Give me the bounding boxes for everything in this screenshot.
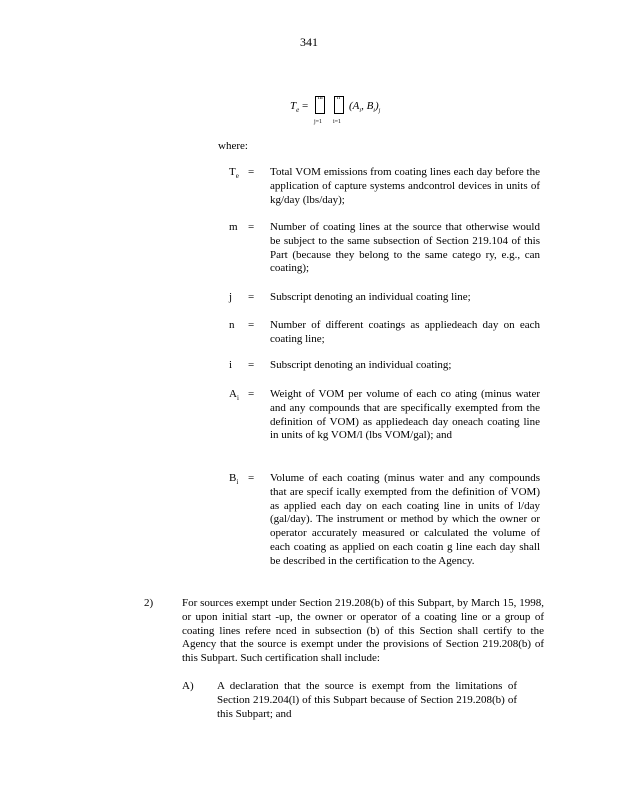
formula-rhs-a-sub: i	[359, 108, 362, 115]
definition-symbol-m: m	[229, 221, 238, 233]
item-2-number: 2)	[144, 597, 154, 609]
sigma2-glyph	[334, 96, 344, 114]
definition-equals: =	[248, 166, 255, 178]
item-2-text: For sources exempt under Section 219.208(b) of this Subpart, by March 15, 1998, or upon initial start -up, the owner or operator of a coating line or a group of coating lines refere nced in subsection (b) of this Section shall certify to the Agency that the source is exempt under the provisions of Section 219.208(b) of this Subpart. Such certification shall include:	[182, 597, 544, 665]
subitem-a-text: A declaration that the source is exempt from the limitations of Section 219.204(l) of this Subpart because of Section 219.208(b) of this Subpart; and	[217, 680, 517, 720]
definition-symbol-i: i	[229, 359, 233, 371]
definition-text-te: Total VOM emissions from coating lines each day before the application of capture systems andcontrol devices in units of kg/day (lbs/day);	[270, 166, 540, 206]
subitem-a-label: A)	[182, 680, 194, 692]
definition-symbol-te	[229, 166, 249, 184]
sigma1-top: m	[318, 95, 323, 101]
formula-rhs-close-sub: j	[378, 108, 381, 115]
definition-equals: =	[248, 472, 255, 484]
definition-symbol-bi	[229, 472, 249, 490]
definition-text-ai: Weight of VOM per volume of each co ating (minus water and any compounds that are specifically exempted from the definition of VOM) as appliedeach day oneach coating line in units of kg VOM/l (lbs VOM/gal); and	[270, 388, 540, 442]
definition-text-j: Subscript denoting an individual coating line;	[270, 291, 471, 303]
symbol-sub: i	[236, 478, 239, 487]
definition-text-i: Subscript denoting an individual coating;	[270, 359, 452, 371]
definition-symbol-j: j	[229, 291, 233, 303]
definition-equals: =	[248, 388, 255, 400]
definition-symbol-ai	[229, 388, 249, 406]
sigma1-glyph	[315, 96, 325, 114]
formula-equals: =	[301, 100, 309, 112]
formula-lhs-subscript: e	[296, 106, 300, 115]
definition-text-m: Number of coating lines at the source that otherwise would be subject to the same subsection of Section 219.104 of this Part (because they belong to the same catego ry, e.g., can coating);	[270, 221, 540, 275]
symbol-main: A	[229, 388, 237, 400]
formula-rhs-b: B	[366, 100, 374, 112]
sigma2-bottom: i=1	[333, 119, 342, 125]
definition-text-bi: Volume of each coating (minus water and any compounds that are specif ically exempted from the definition of VOM) as applied each day on each coating line in units of l/day (gal/day). The instrument or method by which the owner or operator accurately measured or calculated the volume of each coating as applied on each coatin g line each day shall be described in the certification to the Agency.	[270, 472, 540, 567]
sigma1-bottom: j=1	[314, 119, 323, 125]
symbol-main: B	[229, 472, 237, 484]
definition-equals: =	[248, 319, 255, 331]
definition-equals: =	[248, 291, 255, 303]
symbol-main: T	[229, 166, 236, 178]
page-number: 341	[300, 35, 318, 49]
formula-rhs: ($A_i$, $B_i)_j$	[349, 100, 381, 115]
definition-equals: =	[248, 359, 255, 371]
sigma2-top: n	[337, 95, 340, 101]
where-label: where:	[218, 140, 248, 152]
symbol-sub: e	[235, 172, 239, 181]
formula-lhs	[290, 100, 308, 118]
formula-rhs-b-sub: i	[373, 108, 375, 115]
definition-text-n: Number of different coatings as appliedeach day on each coating line;	[270, 319, 540, 345]
formula-lhs-symbol: T	[290, 100, 297, 112]
definition-symbol-n: n	[229, 319, 235, 331]
symbol-sub: i	[236, 394, 239, 403]
formula-rhs-close: )	[374, 100, 379, 112]
emissions-formula	[286, 92, 406, 128]
formula-rhs-a: (A	[349, 100, 360, 112]
definition-equals: =	[248, 221, 255, 233]
